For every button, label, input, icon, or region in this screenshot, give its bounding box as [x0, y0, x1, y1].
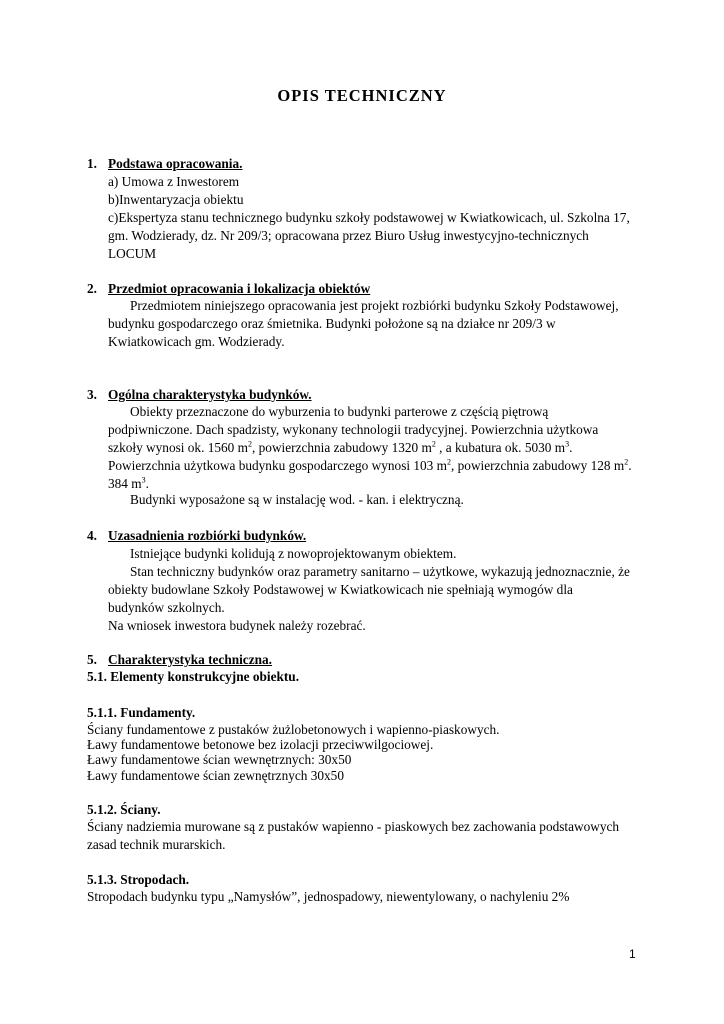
section-1-line: b)Inwentaryzacja obiektu: [108, 192, 244, 207]
section-5-1-1-line: Ławy fundamentowe ścian zewnętrznych 30x50: [87, 768, 344, 783]
section-1-number: 1.: [87, 156, 97, 171]
section-1-heading: Podstawa opracowania.: [108, 156, 243, 171]
page-number: 1: [629, 947, 636, 961]
section-4-line: Na wniosek inwestora budynek należy rozebrać.: [108, 618, 366, 633]
section-5-1-1-line: Ławy fundamentowe ścian wewnętrznych: 30x50: [87, 752, 352, 767]
section-4-heading: Uzasadnienia rozbiórki budynków.: [108, 528, 307, 543]
section-5-1-1-heading: 5.1.1. Fundamenty.: [87, 705, 196, 720]
section-2-number: 2.: [87, 281, 97, 296]
section-4-line: budynków szkolnych.: [108, 600, 225, 615]
section-5-number: 5.: [87, 652, 97, 667]
section-1-line: a) Umowa z Inwestorem: [108, 174, 240, 189]
section-4-line: Stan techniczny budynków oraz parametry sanitarno – użytkowe, wykazują jednoznacznie, że: [130, 564, 630, 579]
section-5-1-3-line: Stropodach budynku typu „Namysłów”, jednospadowy, niewentylowany, o nachyleniu 2%: [87, 889, 570, 904]
section-2-line: Kwiatkowicach gm. Wodzierady.: [108, 334, 285, 349]
section-3-line: Budynki wyposażone są w instalację wod. - kan. i elektryczną.: [130, 492, 464, 507]
section-4-line: obiekty budowlane Szkoły Podstawowej w Kwiatkowicach nie spełniają wymogów dla: [108, 582, 573, 597]
section-5-1-1-line: Ławy fundamentowe betonowe bez izolacji przeciwwilgociowej.: [87, 737, 434, 752]
section-4-line: Istniejące budynki kolidują z nowoprojektowanym obiektem.: [130, 546, 457, 561]
section-5-1-3-heading: 5.1.3. Stropodach.: [87, 872, 190, 887]
section-5-1-1-line: Ściany fundamentowe z pustaków żużlobetonowych i wapienno-piaskowych.: [87, 722, 500, 737]
section-2-heading: Przedmiot opracowania i lokalizacja obiektów: [108, 281, 371, 296]
section-3-number: 3.: [87, 387, 97, 402]
section-5-1-heading: 5.1. Elementy konstrukcyjne obiektu.: [87, 669, 300, 684]
document-title: OPIS TECHNICZNY: [277, 86, 447, 105]
section-2-line: budynku gospodarczego oraz śmietnika. Budynki położone są na działce nr 209/3 w: [108, 316, 556, 331]
section-5-1-2-line: Ściany nadziemia murowane są z pustaków wapienno - piaskowych bez zachowania podstawowych: [87, 819, 620, 834]
section-4-number: 4.: [87, 528, 97, 543]
section-5-1-2-line: zasad technik murarskich.: [87, 837, 226, 852]
section-1-line: LOCUM: [108, 246, 157, 261]
section-1-line: c)Ekspertyza stanu technicznego budynku szkoły podstawowej w Kwiatkowicach, ul. Szkolna 17,: [108, 210, 630, 225]
section-1-line: gm. Wodzierady, dz. Nr 209/3; opracowana przez Biuro Usług inwestycyjno-technicznych: [108, 228, 589, 243]
section-3-line-outbuilding: Powierzchnia użytkowa budynku gospodarczego wynosi 103 $m^2$, powierzchnia zabudowy 128 $m^2$.: [108, 457, 632, 473]
section-5-1-2-heading: 5.1.2. Ściany.: [87, 802, 161, 817]
section-3-line: podpiwniczone. Dach spadzisty, wykonany technologii tradycyjnej. Powierzchnia użytkowa: [108, 422, 599, 437]
section-2-line: Przedmiotem niniejszego opracowania jest projekt rozbiórki budynku Szkoły Podstawowej,: [130, 298, 619, 313]
section-3-line: Obiekty przeznaczone do wyburzenia to budynki parterowe z częścią piętrową: [130, 404, 549, 419]
section-3-line-areas: szkoły wynosi ok. 1560 $m^2$, powierzchnia zabudowy 1320 $m^2$ , a kubatura ok. 5030 $m^3$.: [108, 439, 573, 455]
section-3-line-volume: 384 $m^3$.: [108, 475, 149, 491]
section-3-heading: Ogólna charakterystyka budynków.: [108, 387, 312, 402]
section-5-heading: Charakterystyka techniczna.: [108, 652, 272, 667]
